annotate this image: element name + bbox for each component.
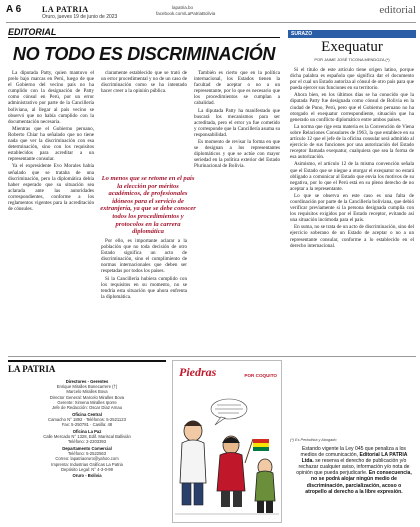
paragraph: claramente establecido que se trató de un error procedimental y no de un caso de discriminación como se ha intentado hacer creer a la opinión pública.: [101, 70, 187, 95]
paragraph: Ya el expresidente Evo Morales había señalado que se trataba de una discriminación, pero la diplomática debía haber esperado que su situación sea aclarada ante las autoridades correspondientes, conforme a los reglamentos vigentes para la acreditación de cónsules.: [8, 163, 94, 213]
header-date: Oruro, jueves 19 de junio de 2023: [42, 14, 118, 20]
cartoon-byline: POR COQUITO: [244, 373, 277, 378]
notice-line: se reserva el derecho de publicación y/o rechazar cualquier aviso, información y/o nota de opinión que pueda perjudicarle.: [296, 458, 410, 477]
masthead-line: Oficina Central: [72, 411, 102, 417]
masthead-lines: [8, 379, 166, 479]
paragraph: Si la Cancillería hubiera cumplido con los requisitos en su momento, no se tendría esta situación que ahora enfrenta la diplomática.: [101, 275, 187, 300]
masthead-line: Imprenta: Industrias Gráficas La Patria: [51, 461, 123, 467]
paragraph: Lo que se observa en este caso es una falta de coordinación por parte de la Cancillería boliviana, que debió verificar previamente si la persona designada cumplía con los requisitos exigidos por el Estado receptor, evitando así una situación incómoda para el país.: [290, 192, 414, 224]
masthead-line: Jefe de Redacción: Oscar Díaz Arnau: [51, 405, 123, 411]
column-title: Exequatur: [321, 39, 383, 55]
section-label: editorial: [379, 4, 416, 16]
column-author: POR JAIME JOSÉ TICONA MENDOZA (*): [314, 57, 390, 62]
notice-line: Estando vigente la Ley 045 que penaliza a los medios de comunicación,: [300, 446, 406, 459]
paragraph: Ahora bien, en los últimos días se ha conocido que la diputada Patty fue designada como cónsul de Bolivia en la ciudad de Puno, Perú, pero que el Gobierno peruano no ha otorgado el exequatur correspondiente, situación que ha generado un conflicto diplomático entre ambos países.: [290, 92, 414, 123]
masthead-line: Depósito Legal: N° 4-3-0-99: [61, 466, 113, 472]
column-body: [290, 67, 414, 435]
header-rule: [6, 22, 416, 23]
speech-bubble: [211, 399, 247, 425]
page-header: [6, 4, 416, 22]
header-social[interactable]: facebook.com/LaPatriaBolivia: [156, 11, 216, 16]
editorial-column-3: [194, 70, 280, 352]
editorial-rule: [8, 37, 280, 38]
editorial-title: NO TODO ES DISCRIMINACIÓN: [12, 44, 276, 64]
masthead-line: Teléfono: 5-2522563: [67, 451, 107, 457]
masthead-box: [8, 360, 166, 523]
paragraph: La diputada Patty ha manifestado que buscará los mecanismos para ser acreditada, pero el error ya fue cometido y corresponde que la Cancillería asuma su responsabilidad.: [194, 107, 280, 138]
masthead-line: Enrique Miralles Bonecarrere (†): [56, 384, 118, 390]
column-section-label: SURAZO: [291, 31, 313, 37]
column-signature: (*) Es Periodista y Abogado: [290, 438, 337, 442]
masthead-line: Directores - Gerentes: [65, 379, 109, 384]
column-section-bar: [288, 30, 416, 38]
paragraph: Por ello, es importante aclarar a la población que no toda decisión de otro Estado significa un acto de discriminación, sino el cumplimiento de normas internacionales que deben ser respetadas por todos los países.: [101, 238, 187, 275]
header-brand: LA PATRIA: [42, 5, 89, 14]
paragraph: Si el título de este artículo tiene origen latino, porque dicha palabra es española que significa dar el documento por el cual un Estado autoriza al cónsul de otro país para que pueda ejercer sus funciones en su territorio.: [290, 67, 414, 92]
masthead-line: Fax: 5-250781 · Casilla: 48: [61, 422, 113, 428]
header-web[interactable]: lapatria.bo: [172, 5, 194, 10]
paragraph: Mientras que el Gobierno peruano, Roberto Chiar ha señalado que no tiene nada que ver la discriminación con esa determinación, sino con los requisitos establecidos para acreditar a un representante consular.: [8, 125, 94, 163]
cartoon-illustration: [173, 383, 281, 519]
cartoon-box: [172, 360, 282, 523]
legal-notice: [296, 446, 412, 495]
notice-line: En consecuencia, no se podrá alojar ningún medio de discriminación, parcialización, acoso o atropello al derecho a la libre expresión.: [305, 470, 412, 495]
paragraph: En suma, no se trata de un acto de discriminación, sino del ejercicio soberano de un Estado de aceptar o no a un representante consular, conforme a lo establecido en el derecho internacional.: [290, 224, 414, 249]
masthead-line: Departamento Comercial: [62, 445, 112, 451]
paragraph: Es momento de revisar la forma en que se designan a los representantes diplomáticos y que se actúe con mayor seriedad en la política exterior del Estado Plurinacional de Bolivia.: [194, 139, 280, 170]
masthead-brand: LA PATRIA: [8, 364, 56, 374]
masthead-line: Teléfono: 2-2203393: [67, 439, 107, 445]
cartoon-brand: Piedras: [179, 365, 217, 379]
paragraph: También es cierto que en la política internacional, los Estados tienen la facultad de aceptar o no a un representante, por lo que es necesario que los procedimientos se cumplan a cabalidad.: [194, 70, 280, 107]
notice-line: Editorial LA PATRIA Ltda.: [301, 452, 408, 465]
paragraph: Asimismo, el artículo 12 de la misma convención señala que el Estado que se niegue a otorgar el exequatur no estará obligado a comunicar al Estado que envía los motivos de su negativa, por lo que el Perú está en su pleno derecho de no aceptar a la representante.: [290, 161, 414, 192]
masthead-line: Oruro - Bolivia: [72, 473, 102, 479]
pull-quote: Lo menos que se retome en el país la elección por méritos académicos, de profesionales idóneos para el servicio de extranjería, ya que se debe conocer todos los procedimientos y protocolos en la carrera diplomática: [98, 174, 198, 232]
cartoon-figure-right: [255, 459, 275, 513]
masthead-line: Correo: lapatriaoruro@yahoo.com: [55, 456, 119, 462]
editorial-column-1: [8, 70, 94, 352]
cartoon-figure-left: [180, 421, 206, 506]
masthead-line: Gerente: Ximena Miralles Iporre: [57, 399, 117, 405]
masthead-line: Calle Mercado N° 1328, Edif. Mariscal Ballivián: [43, 434, 131, 440]
masthead-line: Director General: Marcelo Miralles Bova: [49, 394, 125, 400]
masthead-line: Oficina La Paz: [72, 428, 102, 434]
editorial-tag: EDITORIAL: [8, 27, 57, 37]
paragraph: La diputada Patty, quien mantuvo el prelo bajo marcas en Perú, luego de que el Gobierno del vecino país no ha cumplido con la designación de Patty como cónsul en Perú, por un error administrativo por parte de la Cancillería boliviana, al llegar al país vecino se observó que no había cumplido con la documentación necesaria.: [8, 70, 94, 125]
masthead-line: Marcelo Miralles Bova: [66, 389, 108, 395]
masthead-line: Camacho N° 1892 · Teléfonos: 5-2521123: [48, 416, 126, 422]
page-number: A 6: [6, 4, 22, 15]
paragraph: La norma que rige esta materia es la Convención de Viena sobre Relaciones Consulares de 1963, la que establece en su artículo 12 que el jefe de la oficina consular será admitido al ejercicio de sus funciones por una autorización del Estado receptor llamada exequatur, cualquiera que sea la forma de esa autorización.: [290, 123, 414, 161]
editorial-body: [8, 70, 280, 352]
